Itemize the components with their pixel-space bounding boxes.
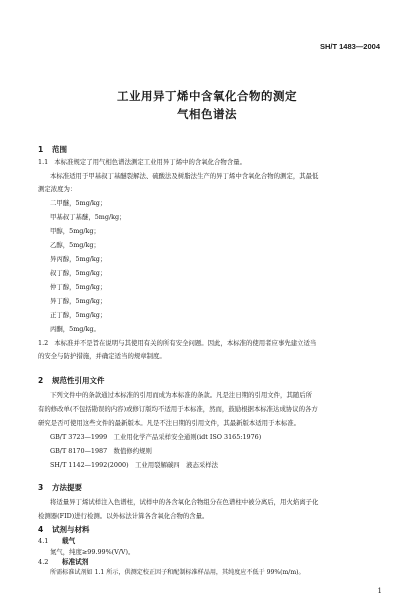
- subsection-number: 4.1: [38, 537, 49, 545]
- clause-text: 本标准并不是旨在说明与其使用有关的所有安全问题。因此，本标准的使用者应事先建立适当: [54, 339, 317, 347]
- scope-text-line: 测定浓度为：: [38, 185, 77, 193]
- limit-item: 丙酮，5mg/kg。: [50, 325, 100, 333]
- clause-number: 1.2: [38, 339, 49, 347]
- section-title: 规范性引用文件: [52, 375, 105, 385]
- referenced-document: GB/T 3723—1999 工业用化学产品采样安全通则(idt ISO 3165:1976): [50, 433, 262, 441]
- document-title: 工业用异丁烯中含氧化合物的测定: [117, 89, 297, 103]
- section-title: 方法提要: [52, 482, 82, 492]
- limit-item: 乙醇，5mg/kg；: [50, 241, 100, 249]
- subsection-title: 标准试剂: [62, 558, 89, 566]
- referenced-document: GB/T 8170—1987 数值修约规则: [50, 447, 152, 455]
- section-3-heading: [38, 481, 82, 493]
- section-number: 3: [38, 482, 44, 492]
- section-4-heading: [38, 523, 90, 535]
- referenced-document: SH/T 1142—1992(2000) 工业用裂解碳四 液态采样法: [50, 461, 219, 469]
- standard-code: SH/T 1483—2004: [319, 42, 380, 51]
- scope-para-1-2: [38, 338, 316, 348]
- limit-item: 甲基叔丁基醚，5mg/kg；: [50, 213, 126, 221]
- clause-number: 1.1: [38, 158, 49, 166]
- section-1-heading: [38, 143, 67, 155]
- section-title: 范围: [52, 144, 67, 154]
- scope-text-line: 本标准适用于甲基叔丁基醚裂解法、硫酸法及树脂法生产的异丁烯中含氧化合物的测定，其最低: [50, 172, 319, 180]
- limit-item: 甲醇，5mg/kg；: [50, 227, 100, 235]
- clause-text: 本标准规定了用气相色谱法测定工业用异丁烯中的含氧化合物含量。: [54, 158, 246, 166]
- subsection-number: 4.2: [38, 558, 49, 566]
- references-text-line: 研究是否可使用这些文件的最新版本。凡是不注日期的引用文件，其最新版本适用于本标准。: [38, 419, 301, 427]
- carrier-gas-text: 氮气，纯度≥99.99%(V/V)。: [50, 548, 135, 556]
- section-2-heading: [38, 374, 105, 386]
- method-text-line: 将适量异丁烯试样注入色谱柱，试样中的各含氧化合物组分在色谱柱中被分离后，用火焰离子化: [50, 498, 319, 506]
- method-text-line: 检测器(FID)进行检测。以外标法计算各含氧化合物的含量。: [38, 512, 209, 520]
- section-title: 试剂与材料: [52, 524, 90, 534]
- scope-text-line: 的安全与防护措施，并确定适当的规章制度。: [38, 352, 166, 360]
- page-number: 1: [377, 587, 382, 595]
- subsection-4-2-heading: [38, 557, 88, 567]
- section-number: 2: [38, 375, 44, 385]
- section-number: 1: [38, 144, 44, 154]
- limit-item: 叔丁醇，5mg/kg；: [50, 269, 107, 277]
- limit-item: 二甲醚，5mg/kg；: [50, 199, 107, 207]
- subsection-4-1-heading: [38, 536, 75, 546]
- references-text-line: 下列文件中的条款通过本标准的引用而成为本标准的条款。凡是注日期的引用文件，其随后所: [50, 391, 313, 399]
- limit-item: 异丙醇，5mg/kg；: [50, 255, 107, 263]
- limit-item: 仲丁醇，5mg/kg；: [50, 283, 107, 291]
- limit-item: 正丁醇，5mg/kg；: [50, 311, 107, 319]
- references-text-line: 有的修改单(不包括勘误的内容)或修订版均不适用于本标准，然而，鼓励根据本标准达成协议的各方: [38, 405, 318, 413]
- limit-item: 异丁醇，5mg/kg；: [50, 297, 107, 305]
- document-subtitle: 气相色谱法: [177, 107, 237, 121]
- subsection-title: 载气: [62, 537, 76, 545]
- scope-para-1-1: [38, 157, 246, 167]
- standard-reagent-text: 所需标准试剂如 1.1 所示，供测定校正因子和配制标准样品用，其纯度应不低于 99%(m/m)。: [50, 569, 305, 576]
- section-number: 4: [38, 524, 44, 534]
